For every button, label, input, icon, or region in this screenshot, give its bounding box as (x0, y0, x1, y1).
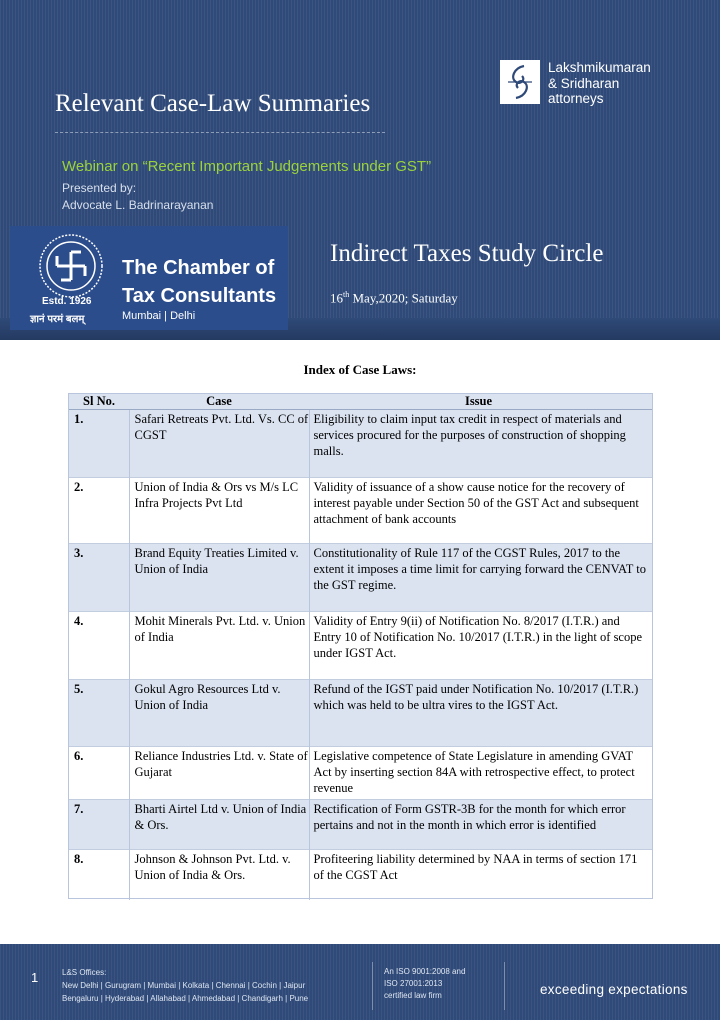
row-issue: Constitutionality of Rule 117 of the CGST Rules, 2017 to the extent it imposes a time limit for carrying forward the CENVAT to the GST regime. (309, 544, 652, 612)
offices-label: L&S Offices: (62, 968, 107, 977)
row-number: 8. (69, 850, 129, 900)
chamber-name-line2: Tax Consultants (122, 285, 277, 307)
chamber-established: Estd. 1926 (42, 296, 92, 307)
iso-line2: ISO 27001:2013 (384, 979, 443, 988)
firm-name-line3: attorneys (548, 91, 604, 106)
row-issue: Eligibility to claim input tax credit in respect of materials and services procured for the purposes of construction of shopping malls. (309, 410, 652, 478)
row-number: 6. (69, 747, 129, 800)
chamber-seal-icon (36, 232, 106, 302)
column-header-sl-no: Sl No. (69, 394, 129, 410)
row-case: Union of India & Ors vs M/s LC Infra Projects Pvt Ltd (129, 478, 309, 544)
firm-name-line1: Lakshmikumaran (548, 60, 651, 75)
iso-line3: certified law firm (384, 991, 442, 1000)
chamber-name-line1: The Chamber of (122, 257, 275, 279)
table-row (69, 410, 652, 478)
date-rest: May,2020; Saturday (349, 290, 458, 306)
presenter-name: Advocate L. Badrinarayanan (62, 198, 214, 212)
firm-name-line2: & Sridharan (548, 75, 620, 91)
table-row (69, 544, 652, 612)
chamber-logo (10, 226, 288, 330)
row-case: Bharti Airtel Ltd v. Union of India & Ors. (129, 800, 309, 850)
column-header-issue: Issue (309, 394, 652, 410)
row-number: 1. (69, 410, 129, 478)
row-number: 5. (69, 680, 129, 747)
presented-by-label: Presented by: (62, 181, 137, 195)
event-date (330, 290, 458, 306)
row-case: Johnson & Johnson Pvt. Ltd. v. Union of India & Ors. (129, 850, 309, 900)
table-row (69, 800, 652, 850)
study-circle-title: Indirect Taxes Study Circle (330, 240, 604, 267)
row-case: Brand Equity Treaties Limited v. Union of India (129, 544, 309, 612)
table-row (69, 850, 652, 900)
row-case: Reliance Industries Ltd. v. State of Gujarat (129, 747, 309, 800)
table-row (69, 747, 652, 800)
title-divider (55, 132, 385, 133)
row-issue: Refund of the IGST paid under Notification No. 10/2017 (I.T.R.) which was held to be ultra vires to the IGST Act. (309, 680, 652, 747)
row-case: Mohit Minerals Pvt. Ltd. v. Union of India (129, 612, 309, 680)
firm-tagline: exceeding expectations (540, 982, 688, 997)
chamber-motto: ज्ञानं परमं बलम् (30, 314, 85, 325)
table-row (69, 680, 652, 747)
row-number: 4. (69, 612, 129, 680)
date-suffix: th (343, 290, 350, 299)
table-row (69, 612, 652, 680)
row-number: 7. (69, 800, 129, 850)
row-number: 3. (69, 544, 129, 612)
row-issue: Validity of Entry 9(ii) of Notification No. 8/2017 (I.T.R.) and Entry 10 of Notification No. 10/2017 (I.T.R.) in the light of scope under IGST Act. (309, 612, 652, 680)
document-title: Relevant Case-Law Summaries (55, 90, 371, 117)
case-law-table (69, 394, 652, 900)
offices-line2: Bengaluru | Hyderabad | Allahabad | Ahmedabad | Chandigarh | Pune (62, 994, 309, 1003)
index-title: Index of Case Laws: (303, 362, 417, 377)
chamber-cities: Mumbai | Delhi (122, 310, 196, 322)
header-banner (0, 0, 720, 340)
date-day: 16 (330, 290, 343, 306)
presenter-block (62, 180, 213, 214)
footer-divider (504, 962, 505, 1010)
iso-certification (384, 966, 465, 1002)
footer-divider (372, 962, 373, 1010)
row-number: 2. (69, 478, 129, 544)
iso-line1: An ISO 9001:2008 and (384, 967, 466, 976)
chamber-name (122, 254, 276, 310)
office-list (62, 966, 308, 1005)
row-issue: Legislative competence of State Legislature in amending GVAT Act by inserting section 84A with retrospective effect, to protect revenue (309, 747, 652, 800)
footer-banner (0, 944, 720, 1020)
table-row (69, 478, 652, 544)
row-issue: Validity of issuance of a show cause notice for the recovery of interest payable under Section 50 of the GST Act and subsequent attachment of bank accounts (309, 478, 652, 544)
table-header-row (69, 394, 652, 410)
webinar-title: Webinar on “Recent Important Judgements under GST” (62, 158, 432, 175)
row-case: Gokul Agro Resources Ltd v. Union of India (129, 680, 309, 747)
row-case: Safari Retreats Pvt. Ltd. Vs. CC of CGST (129, 410, 309, 478)
row-issue: Profiteering liability determined by NAA in terms of section 171 of the CGST Act (309, 850, 652, 900)
page-number: 1 (31, 970, 39, 985)
row-issue: Rectification of Form GSTR-3B for the month for which error pertains and not in the month in which error is identified (309, 800, 652, 850)
column-header-case: Case (129, 394, 309, 410)
offices-line1: New Delhi | Gurugram | Mumbai | Kolkata | Chennai | Cochin | Jaipur (62, 981, 306, 990)
firm-monogram-icon (500, 60, 540, 104)
firm-name (548, 60, 651, 107)
firm-logo (500, 60, 700, 106)
